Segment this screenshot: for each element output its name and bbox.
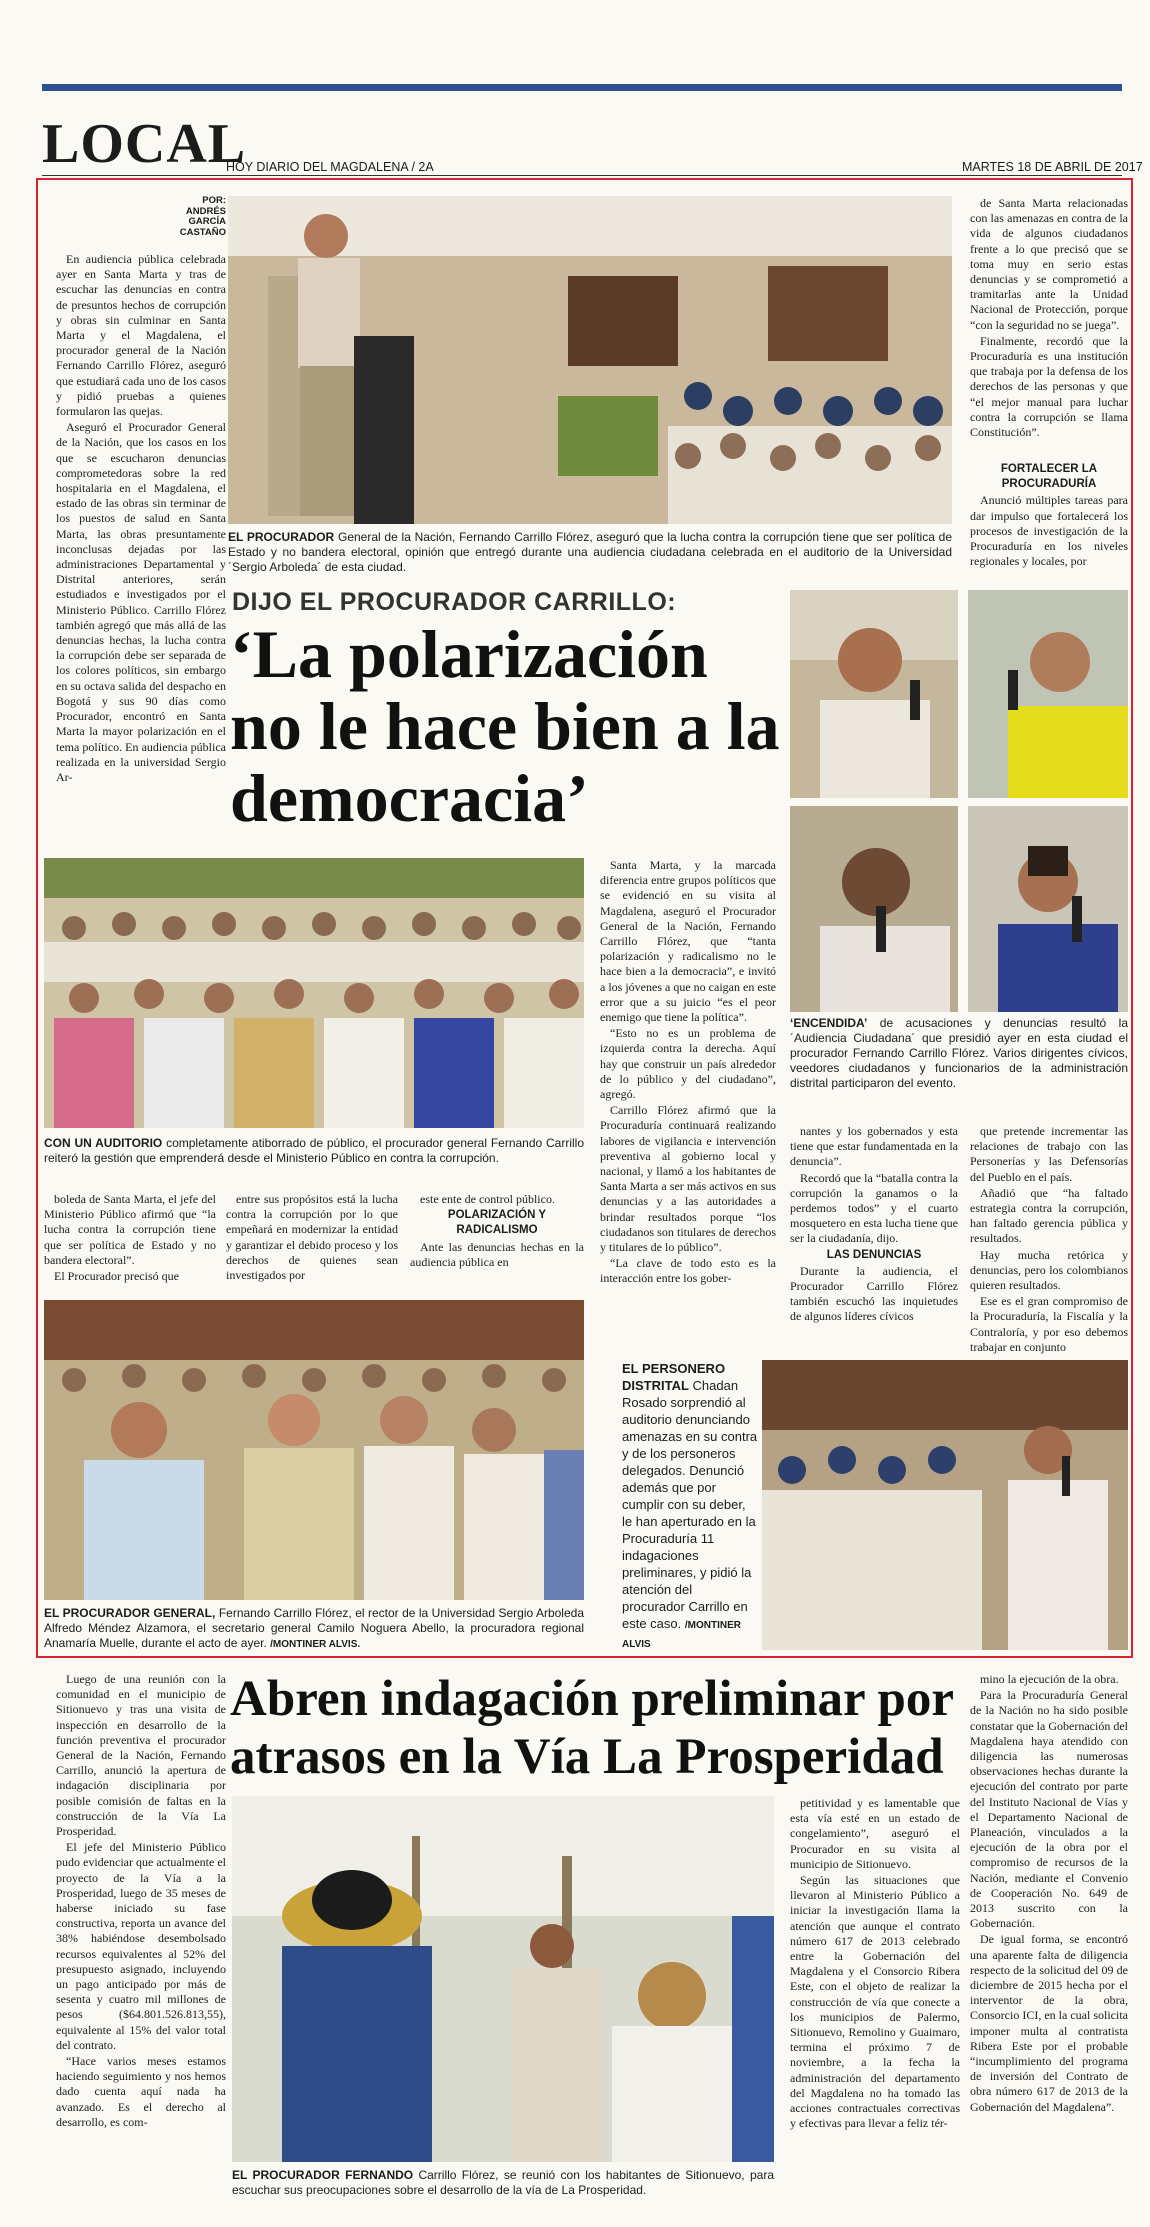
section-title: LOCAL — [42, 113, 247, 175]
paragraph: El jefe del Ministerio Público pudo evidenciar que actualmente el proyecto de la Vía a la Prosperidad, luego de 35 meses de haberse iniciado su fase constructiva, reporta un avance del 38% habiéndose desembolsado recursos equivalentes al 52% del presupuesto asignado, incluyendo un pago anticipado por más de sesenta y cuatro mil millones de pesos ($64.801.526.813,55), equivalente al 15% del valor total del contrato. — [56, 1840, 226, 2052]
caption-text: Fernando Carrillo Flórez, el rector de la Universidad Sergio Arboleda Alfredo Méndez Alzamora, el secretario general Camilo Noguera Abello, la procuradora regional Anamaría Muelle, durante el acto de ayer. — [44, 1606, 584, 1650]
paragraph: mino la ejecución de la obra. — [980, 1672, 1119, 1686]
caption-lead: EL PROCURADOR — [228, 530, 335, 544]
paragraph: entre sus propósitos está la lucha contra la corrupción por lo que empeñará en modernizar la entidad y garantizar el debido proceso y los derechos de quienes sean investigados por — [226, 1192, 398, 1283]
byline: POR: ANDRÉS GARCÍA CASTAÑO — [179, 195, 226, 238]
story1-col2 — [44, 1192, 216, 1292]
photo-personero — [762, 1360, 1128, 1650]
paragraph: De igual forma, se encontró una aparente falta de diligencia respecto de la solicitud del 09 de diciembre de 2015 hecha por el interventor de la obra, Consorcio ICI, en la cual solicita imponer multa al contratista Ribera Este por el probable “incumplimiento del programa de inversión del Contrato de obra número 617 de 2013 de la Gobernación del Magdalena”. — [970, 1932, 1128, 2114]
paragraph: de Santa Marta relacionadas con las amenazas en contra de la vida de algunos ciudadanos frente a lo que precisó que se toma muy en serio estas denuncias y se comprometió a tramitarlas ante la Unidad Nacional de Protección, porque “con la seguridad no se juega”. — [970, 196, 1128, 332]
paragraph: que pretende incrementar las relaciones de trabajo con las Personerías y las Defensorías del Pueblo en el país. — [970, 1124, 1128, 1184]
header-underline — [42, 175, 1122, 176]
header-rule — [42, 84, 1122, 91]
page-date: MARTES 18 DE ABRIL DE 2017 — [962, 160, 1143, 174]
paragraph: Carrillo Flórez afirmó que la Procuraduría continuará realizando labores de vigilancia e intervención preventiva al gobierno local y nacional, y llamó a los habitantes de Santa Marta a ser más activos en sus denuncias y a las autoridades a brindar resultados porque “los ciudadanos son titulares de derechos y titulares de lo público”. — [600, 1103, 776, 1255]
photo-speaker-1 — [790, 590, 958, 798]
paragraph: Para la Procuraduría General de la Nación no ha sido posible constatar que la Gobernación del Magdalena haya atendido con diligencia las numerosas observaciones hechas durante la ejecución del contrato por parte del Instituto Nacional de Vías y el Departamento Nacional de Planeación, vinculados a la ejecución de la obra por el compromiso de recursos de la Nación, mediante el Convenio de Cooperación No. 649 de 2013 suscrito con la Gobernación. — [970, 1688, 1128, 1931]
story1-col3 — [226, 1192, 398, 1292]
photo-auditorium — [44, 858, 584, 1128]
caption-encendida — [790, 1016, 1128, 1090]
paragraph: En audiencia pública celebrada ayer en Santa Marta y tras de escuchar las denuncias en contra de presuntos hechos de corrupción y obras sin culminar en Santa Marta y el Magdalena, el procurador general de la Nación Fernando Carrillo Flórez, aseguró que estudiará cada uno de los casos y pidió pruebas a quienes formularon las quejas. — [56, 252, 226, 419]
paragraph: Ese es el gran compromiso de la Procuraduría, la Fiscalía y la Contraloría, y por eso debemos trabajar en conjunto — [970, 1294, 1128, 1354]
story1-headline: ‘La polarización no le hace bien a la democracia’ — [230, 616, 780, 836]
paragraph: Hay mucha retórica y denuncias, pero los colombianos quieren resultados. — [970, 1247, 1128, 1293]
photo-officials — [44, 1300, 584, 1600]
caption-text: completamente atiborrado de público, el procurador general Fernando Carrillo reiteró la gestión que emprenderá desde el Ministerio Público en contra la corrupción. — [44, 1136, 584, 1165]
story2-headline: Abren indagación preliminar por atrasos en la Vía La Prosperidad — [230, 1671, 954, 1785]
caption-text: de acusaciones y denuncias resultó la ´Audiencia Ciudadana´ que presidió ayer en esta ciudad el procurador Fernando Carrillo Flórez. Varios dirigentes cívicos, veedores ciudadanos y funcionarios de la administración distrital participaron del evento. — [790, 1016, 1128, 1090]
paragraph: “Esto no es un problema de izquierda contra la derecha. Aquí hay que construir un país alrededor de lo público y del ciudadano”, agregó. — [600, 1026, 776, 1102]
paragraph: nantes y los gobernados y esta tiene que estar fundamentada en la denuncia”. — [790, 1124, 958, 1169]
paragraph: El Procurador precisó que — [54, 1269, 179, 1284]
caption-text: Chadan Rosado sorprendió al auditorio denunciando amenazas en su contra y de los personeros delegados. Denunció además que por cumplir con su deber, le han aperturado en la Procuraduría 11 indagaciones preliminares, y pidió la atención del procurador Carrillo en este caso. — [622, 1378, 758, 1631]
caption-lead: EL PROCURADOR GENERAL, — [44, 1606, 216, 1620]
paragraph: este ente de control público. — [420, 1192, 555, 1206]
story1-col7 — [970, 1124, 1128, 1354]
story2-col2 — [790, 1796, 960, 2212]
caption-lead: ‘ENCENDIDA’ — [790, 1016, 868, 1030]
paragraph: boleda de Santa Marta, el jefe del Ministerio Público afirmó que “la lucha contra la corrupción tiene que ser política de Estado y no bandera electoral”. — [44, 1192, 216, 1267]
paragraph: Recordó que la “batalla contra la corrupción la ganamos o la perdemos todos” y el cuarto mosquetero en esta lucha tiene que ser la ciudadanía, dijo. — [790, 1170, 958, 1246]
paper-name: HOY DIARIO DEL MAGDALENA / 2A — [226, 160, 434, 174]
story1-right-col-b — [970, 462, 1128, 582]
paragraph: Aseguró el Procurador General de la Nación, que los casos en los que se escucharon denuncias comprometedoras sobre la red hospitalaria en el Magdalena, el estado de las obras sin terminar de los puestos de salud en Santa Marta, las obras presuntamente inconclusas dejadas por las administraciones Departamental y Distrital anteriores, serán estudiados e investigados por el Ministerio Público. Carrillo Flórez también agregó que más allá de las denuncias hechas, la lucha contra la corrupción debe ser separada de los colores políticos, sin embargo en su octava salida del despacho en Bogotá y sus 90 días como Procurador, encontró en Santa Marta la mayor polarización en el tema político. En audiencia pública realizada en la universidad Sergio Ar- — [56, 420, 226, 784]
story2-col3 — [970, 1672, 1128, 2212]
caption-lead: EL PERSONERO DISTRITAL — [622, 1361, 726, 1393]
paragraph: Añadió que “ha faltado estrategia contra la corrupción, han faltado gerencia pública y resultados. — [970, 1185, 1128, 1246]
paragraph: Finalmente, recordó que la Procuraduría es una institución que trabaja por la defensa de los derechos de las personas y que “el mejor manual para luchar contra la corrupción se llama Constitución”. — [970, 333, 1128, 440]
photo-credit: /MONTINER ALVIS — [622, 1620, 741, 1650]
story1-col4 — [410, 1192, 584, 1292]
photo-speaker-3 — [790, 806, 958, 1012]
paragraph: Durante la audiencia, el Procurador Carrillo Flórez también escuchó las inquietudes de algunos líderes cívicos — [790, 1263, 958, 1324]
paragraph: Ante las denuncias hechas en la audiencia pública en — [410, 1239, 584, 1269]
story1-col1 — [56, 252, 226, 822]
subhead: LAS DENUNCIAS — [826, 1248, 922, 1261]
photo-sitionuevo — [232, 1796, 774, 2162]
caption-auditorio — [44, 1136, 584, 1184]
caption-lead: CON UN AUDITORIO — [44, 1136, 163, 1150]
paragraph: Anunció múltiples tareas para dar impulso que fortalecerá los procesos de investigación de la Procuraduría en los niveles regionales y locales, por — [970, 493, 1128, 569]
photo-credit: /MONTINER ALVIS. — [270, 1639, 361, 1650]
photo-speaker-4 — [968, 806, 1128, 1012]
paragraph: Luego de una reunión con la comunidad en el municipio de Sitionuevo y tras una visita de inspección en desarrollo de la función preventiva el procurador General de la Nación, Fernando Carrillo, anunció la apertura de indagación disciplinaria por posible comisión de faltas en la construcción de la Vía La Prosperidad. — [56, 1672, 226, 1839]
caption-lead: EL PROCURADOR FERNANDO — [232, 2168, 414, 2182]
story1-kicker: DIJO EL PROCURADOR CARRILLO: — [232, 588, 677, 616]
caption-text: General de la Nación, Fernando Carrillo Flórez, aseguró que la lucha contra la corrupción tiene que ser política de Estado y no bandera electoral, opinión que entregó durante una audiencia ciudadana celebrada en el auditorio de la Universidad ´Sergio Arboleda´ de esta ciudad. — [228, 530, 952, 574]
photo-speaker-2 — [968, 590, 1128, 798]
photo-procurador-podium — [228, 196, 952, 524]
paragraph: petitividad y es lamentable que esta vía esté en un estado de congelamiento”, aseguró el Procurador en su visita al municipio de Sitionuevo. — [790, 1796, 960, 1871]
personero-caption — [622, 1360, 758, 1650]
paragraph: Santa Marta, y la marcada diferencia entre grupos políticos que se evidenció en su visita al Magdalena, aseguró el Procurador General de la Nación, Fernando Carrillo Flórez, que “tanta polarización y radicalismo no le hace bien a la democracia”, e invitó a los jóvenes a que no caigan en este error que a su juicio “es el peor enemigo que tiene la política”. — [600, 858, 776, 1025]
caption-officials — [44, 1606, 584, 1654]
caption-sitionuevo — [232, 2168, 774, 2208]
caption-photo1 — [228, 530, 952, 578]
paragraph: “La clave de todo esto es la interacción entre los gober- — [600, 1256, 776, 1286]
story1-right-col — [970, 196, 1128, 454]
story2-col1 — [56, 1672, 226, 2212]
caption-text: Carrillo Flórez, se reunió con los habitantes de Sitionuevo, para escuchar sus preocupaciones sobre el desarrollo de la vía de La Prosperidad. — [232, 2168, 774, 2197]
subhead: FORTALECER LA PROCURADURÍA — [1000, 463, 1098, 491]
story1-col5 — [600, 858, 776, 1336]
paragraph: Según las situaciones que llevaron al Ministerio Público a iniciar la investigación llama la atención que aunque el contrato número 617 de 2013 celebrado entre la Gobernación del Magdalena y el Consorcio Ribera Este, con el objeto de realizar la construcción de vía que conecte a los municipios de Palermo, Sitionuevo, Remolino y Guaimaro, termina el próximo 7 de noviembre, a la fecha la administración del departamento del Magdalena no ha tomado las acciones contractuales correctivas y efectivas para llevar a feliz tér- — [790, 1873, 960, 2131]
subhead: POLARIZACIÓN Y RADICALISMO — [447, 1209, 547, 1237]
paragraph: “Hace varios meses estamos haciendo seguimiento y nos hemos dado cuenta aquí nada ha avanzado. Es el derecho al desarrollo, es com- — [56, 2054, 226, 2129]
story1-col6 — [790, 1124, 958, 1354]
